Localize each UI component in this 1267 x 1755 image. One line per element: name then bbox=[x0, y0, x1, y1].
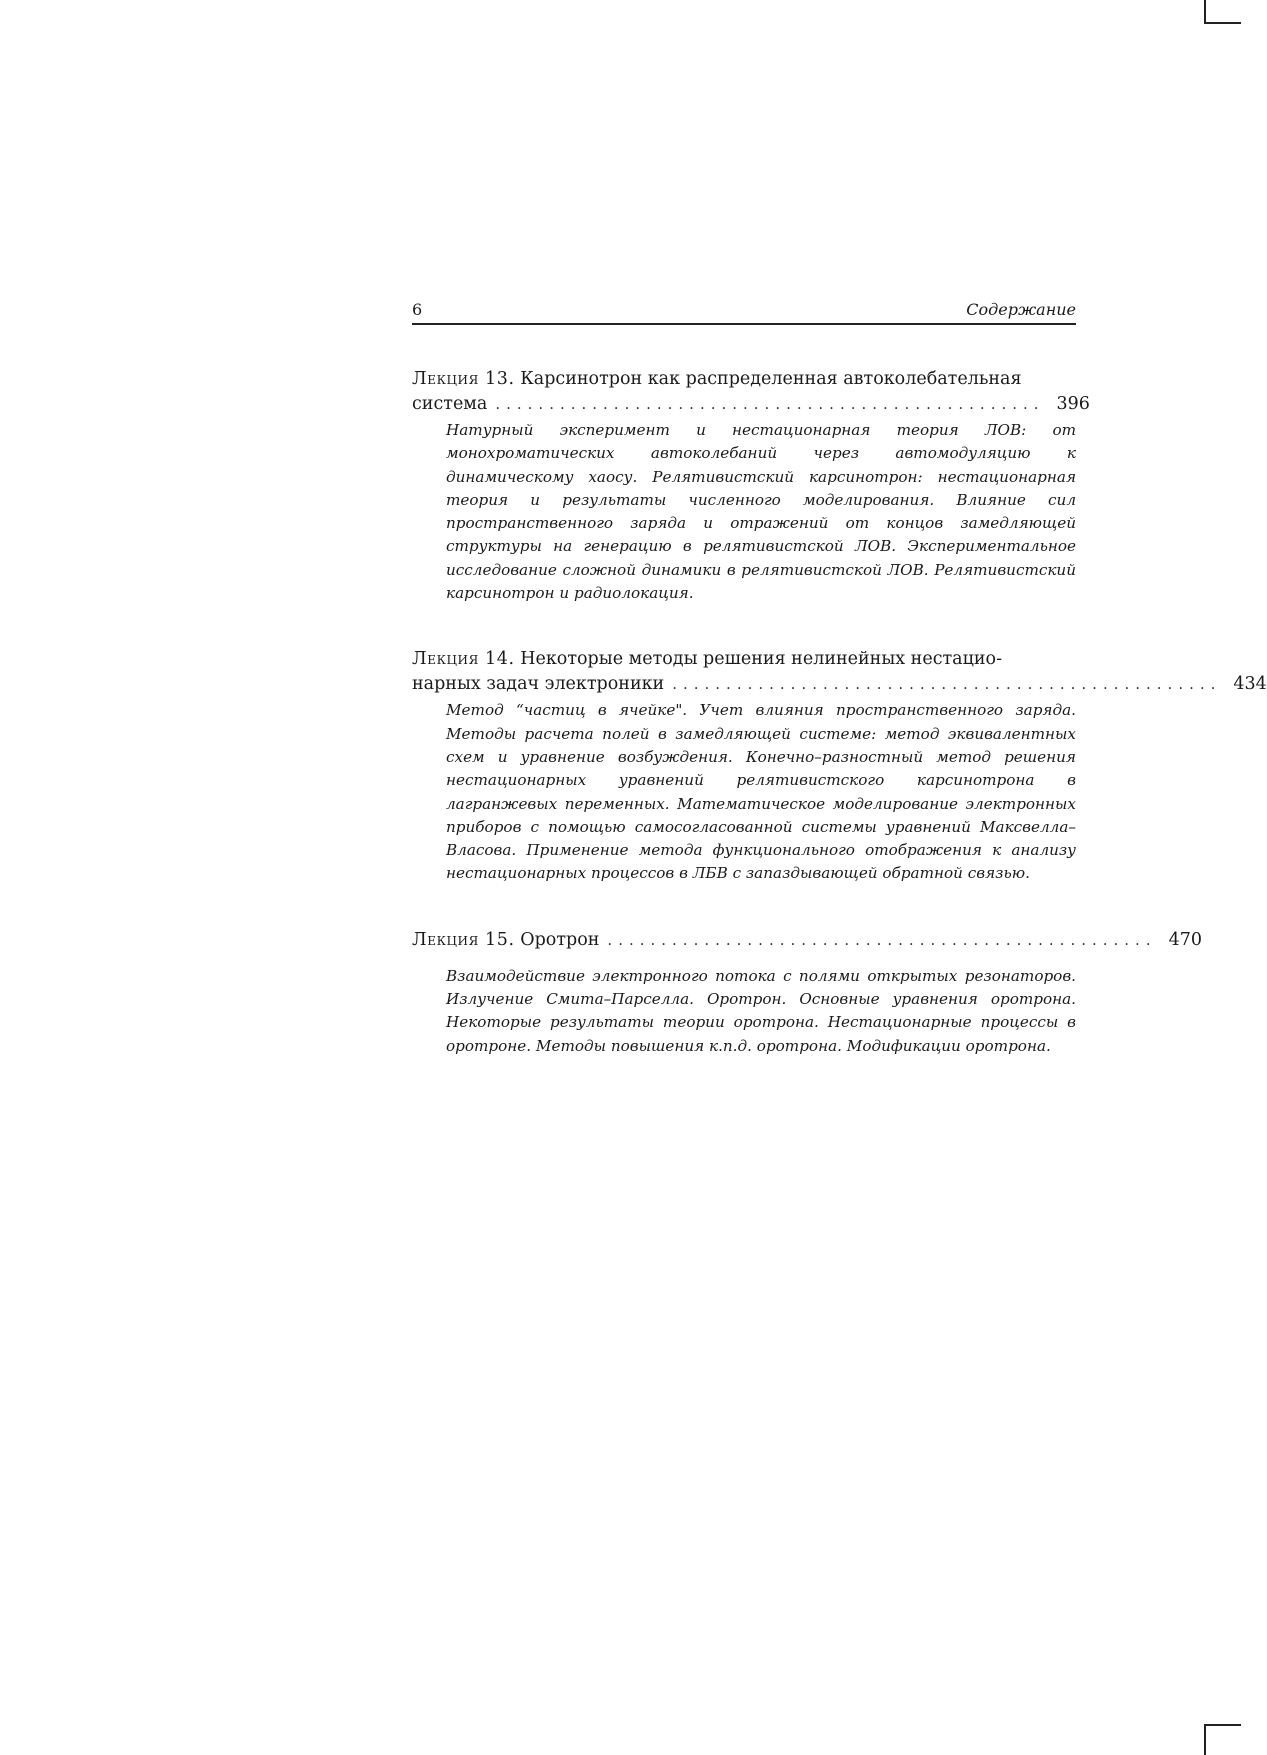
crop-mark-bottom-right-horizontal bbox=[1204, 1724, 1241, 1726]
dot-leader: ................................................... bbox=[607, 930, 1157, 949]
entry-page-number[interactable]: 470 bbox=[1168, 929, 1202, 950]
page-number: 6 bbox=[412, 300, 423, 319]
entry-title-line1: Оротрон bbox=[520, 929, 600, 950]
crop-mark-top-right-horizontal bbox=[1204, 22, 1241, 24]
entry-title-line2: система bbox=[412, 394, 488, 414]
entry-annotation: Натурный эксперимент и нестационарная теория ЛОВ: от монохроматических автоколебаний через автомодуляцию к динамическому хаосу. Релятивистский карсинотрон: нестационарная теория и результаты численного моделирования. Влияние сил пространственного заряда и отражений от концов замедляющей структуры на генерацию в релятивистской ЛОВ. Экспериментальное исследование сложной динамики в релятивистской ЛОВ. Релятивистский карсинотрон и радиолокация. bbox=[446, 421, 1076, 603]
entry-leader-line bbox=[412, 928, 1202, 953]
crop-mark-bottom-right-vertical bbox=[1204, 1724, 1206, 1755]
crop-mark-top-right-vertical bbox=[1204, 0, 1206, 24]
entry-heading bbox=[412, 928, 599, 953]
entry-title-line1: Некоторые методы решения нелинейных нестацио- bbox=[520, 649, 1002, 670]
entry-leader-line bbox=[412, 672, 1267, 697]
toc-entry-lecture-14 bbox=[412, 647, 1267, 885]
entry-title-line2: нарных задач электроники bbox=[412, 674, 665, 695]
entry-label: Лекция 13. bbox=[412, 369, 515, 389]
running-title: Содержание bbox=[966, 300, 1076, 319]
toc-entry-lecture-15 bbox=[412, 928, 1202, 1058]
entry-heading bbox=[412, 647, 1076, 672]
entry-heading bbox=[412, 367, 1076, 392]
entry-leader-line bbox=[412, 392, 1090, 417]
entry-label: Лекция 14. bbox=[412, 649, 515, 670]
entry-title-line1: Карсинотрон как распределенная автоколебательная bbox=[520, 369, 1022, 389]
toc-entry-lecture-13 bbox=[412, 367, 1090, 605]
entry-label: Лекция 15. bbox=[412, 929, 515, 950]
dot-leader: ................................................... bbox=[672, 675, 1222, 694]
running-head bbox=[412, 300, 1076, 325]
entry-annotation: Метод “частиц в ячейке". Учет влияния пространственного заряда. Методы расчета полей в замедляющей системе: метод эквивалентных схем и уравнение возбуждения. Конечно–разностный метод решения нестационарных уравнений релятивистского карсинотрона в лагранжевых переменных. Математическое моделирование электронных приборов с помощью самосогласованной системы уравнений Максвелла–Власова. Применение метода функционального отображения к анализу нестационарных процессов в ЛБВ с запаздывающей обратной связью. bbox=[446, 701, 1076, 883]
entry-annotation: Взаимодействие электронного потока с полями открытых резонаторов. Излучение Смита–Парселла. Оротрон. Основные уравнения оротрона. Некоторые результаты теории оротрона. Нестационарные процессы в оротроне. Методы повышения к.п.д. оротрона. Модификации оротрона. bbox=[446, 966, 1076, 1055]
dot-leader: ................................................... bbox=[495, 395, 1045, 413]
entry-page-number[interactable]: 396 bbox=[1056, 394, 1090, 414]
page-body bbox=[412, 300, 1267, 1058]
entry-page-number[interactable]: 434 bbox=[1233, 674, 1267, 695]
